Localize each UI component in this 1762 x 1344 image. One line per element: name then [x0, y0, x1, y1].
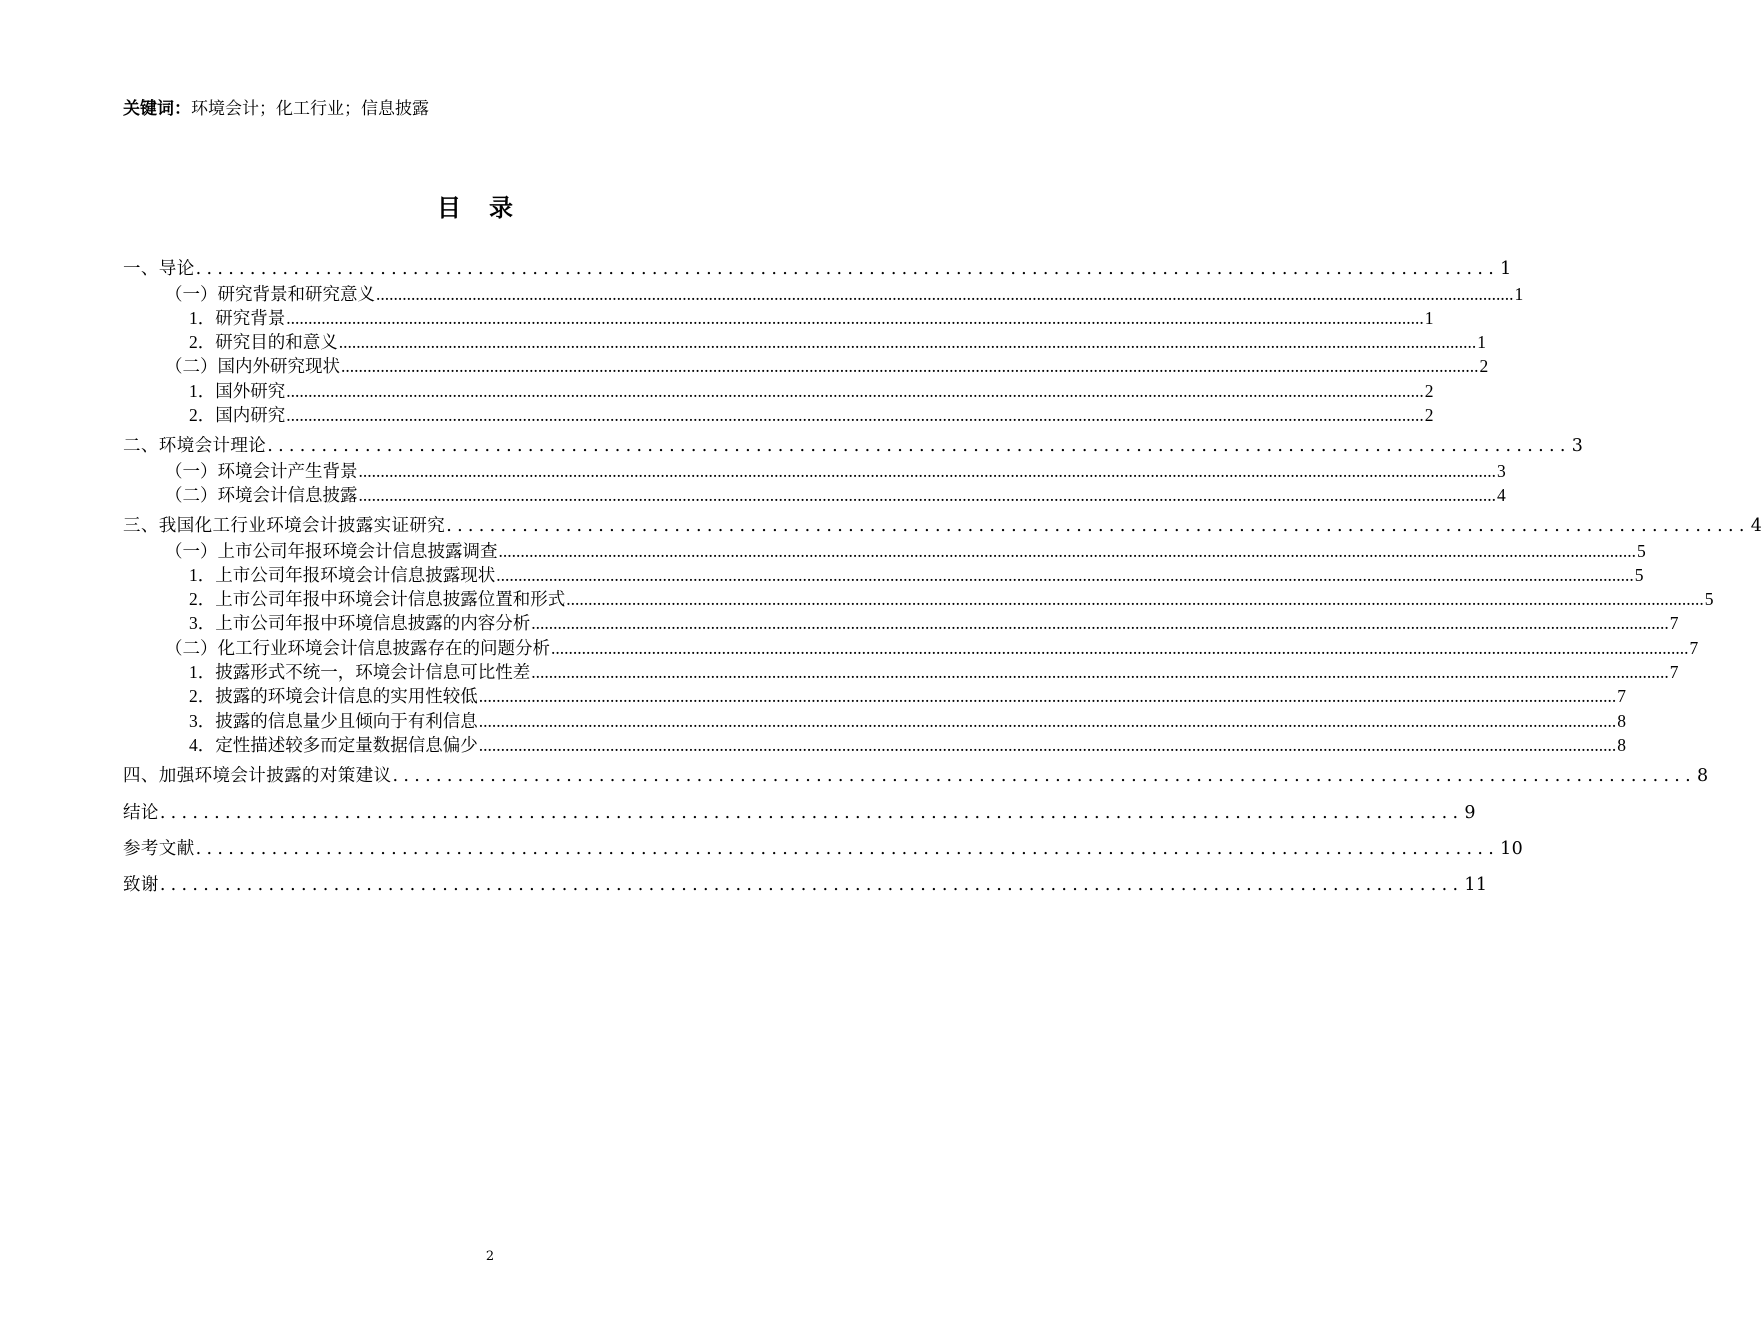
toc-entry[interactable] [123, 610, 1679, 634]
toc-entry[interactable] [123, 305, 1434, 329]
toc-entry-page: 7 [1669, 662, 1679, 683]
toc-entry-label: 一、导论 [123, 259, 195, 280]
toc-entry[interactable] [123, 836, 1524, 860]
toc-entry-label: 致谢 [123, 875, 159, 896]
toc-entry[interactable] [123, 402, 1434, 426]
toc-dot-leader: .................................................................................................................................................................................................................................................................... [478, 686, 1617, 707]
toc-entry-label: 四、加强环境会计披露的对策建议 [123, 766, 392, 787]
toc-entry[interactable] [123, 280, 1524, 304]
toc-entry-page: 5 [1704, 589, 1714, 610]
toc-dot-leader: .................................................................................................................................................................................................................................................................... [286, 380, 1424, 401]
toc-dot-leader: .................................................................................................................................................................................................................................................................... [531, 613, 1669, 634]
toc-entry-label: （一）上市公司年报环境会计信息披露调查 [165, 540, 498, 561]
toc-entry-page: 4 [1750, 516, 1762, 537]
toc-entry-label: 2．国内研究 [189, 405, 286, 426]
toc-entry-page: 1 [1424, 307, 1434, 328]
keywords-line [123, 97, 429, 121]
toc-dot-leader: .................................................................................................................................................................................................................................................................... [338, 332, 1477, 353]
toc-entry[interactable] [123, 457, 1506, 481]
toc-entry[interactable] [123, 433, 1584, 457]
toc-dot-leader: .................................................................................................................................................................................................................................................................... [286, 405, 1424, 426]
toc-entry-label: （二）环境会计信息披露 [165, 484, 358, 505]
toc-dot-leader: .................................................................................................................................................................................................................................................................... [358, 460, 1496, 481]
toc-entry-page: 5 [1637, 540, 1646, 561]
toc-entry-label: 4．定性描述较多而定量数据信息偏少 [189, 734, 478, 755]
toc-entry[interactable] [123, 482, 1506, 506]
toc-entry[interactable] [123, 683, 1626, 707]
toc-entry-page: 7 [1669, 613, 1679, 634]
toc-entry-label: 2．披露的环境会计信息的实用性较低 [189, 686, 478, 707]
toc-entry-page: 9 [1464, 802, 1476, 823]
toc-dot-leader: .................................................................................................................................................................................................................................................................... [531, 662, 1669, 683]
toc-entry-label: 结论 [123, 802, 159, 823]
toc-entry[interactable] [123, 562, 1644, 586]
toc-entry-page: 8 [1617, 710, 1626, 731]
toc-dot-leader: .................................................................................................................................................................................................................................................................... [478, 734, 1617, 755]
toc-entry-page: 2 [1424, 405, 1434, 426]
toc-dot-leader: .................................................................................................................................................................................................................................................................... [341, 356, 1479, 377]
toc-entry-label: （二）化工行业环境会计信息披露存在的问题分析 [165, 637, 550, 658]
toc-entry[interactable] [123, 763, 1709, 787]
toc-entry-label: 3．披露的信息量少且倾向于有利信息 [189, 710, 478, 731]
keywords-text: 环境会计；化工行业；信息披露 [191, 99, 429, 119]
toc-entry-page: 8 [1697, 766, 1709, 787]
page-number: 2 [485, 1249, 495, 1264]
toc-dot-leader: .................................................................................................................................................................................................................................................................... [551, 637, 1689, 658]
toc-entry-page: 2 [1424, 380, 1434, 401]
toc-entry[interactable] [123, 256, 1512, 280]
toc-entry[interactable] [123, 377, 1434, 401]
toc-dot-leader: ........................................................................................................................ [446, 516, 1750, 537]
toc-entry-label: 参考文献 [123, 838, 195, 859]
toc-entry-label: 二、环境会计理论 [123, 436, 267, 457]
toc-entry[interactable] [123, 586, 1714, 610]
toc-entry-page: 11 [1464, 875, 1488, 896]
toc-dot-leader: .................................................................................................................................................................................................................................................................... [478, 710, 1617, 731]
toc-dot-leader: .................................................................................................................................................................................................................................................................... [498, 540, 1636, 561]
toc-entry-page: 4 [1497, 484, 1506, 505]
toc-entry-label: 3．上市公司年报中环境信息披露的内容分析 [189, 613, 531, 634]
toc-entry-page: 10 [1500, 838, 1524, 859]
toc-entry-page: 1 [1514, 283, 1524, 304]
toc-entry[interactable] [123, 537, 1646, 561]
toc-entry-label: （一）环境会计产生背景 [165, 460, 358, 481]
toc-entry-label: 1．国外研究 [189, 380, 286, 401]
toc-dot-leader: .................................................................................................................................................................................................................................................................... [358, 484, 1496, 505]
toc-entry-label: 三、我国化工行业环境会计披露实证研究 [123, 516, 446, 537]
table-of-contents [123, 256, 1762, 896]
toc-dot-leader: ........................................................................................................................ [159, 875, 1464, 896]
toc-entry-page: 3 [1497, 460, 1506, 481]
toc-dot-leader: .................................................................................................................................................................................................................................................................... [376, 283, 1514, 304]
keywords-label: 关键词： [123, 99, 191, 119]
toc-entry-page: 1 [1477, 332, 1486, 353]
toc-entry-page: 7 [1617, 686, 1626, 707]
toc-title: 目录 [437, 193, 541, 222]
toc-entry[interactable] [123, 732, 1626, 756]
toc-entry[interactable] [123, 872, 1488, 896]
toc-dot-leader: ........................................................................................................................ [195, 259, 1500, 280]
toc-entry[interactable] [123, 799, 1476, 823]
toc-entry-page: 8 [1617, 734, 1626, 755]
toc-dot-leader: ........................................................................................................................ [392, 766, 1697, 787]
toc-entry[interactable] [123, 634, 1699, 658]
toc-entry-page: 1 [1500, 259, 1512, 280]
toc-entry-page: 5 [1634, 564, 1644, 585]
toc-dot-leader: .................................................................................................................................................................................................................................................................... [286, 307, 1424, 328]
toc-entry-label: 2．上市公司年报中环境会计信息披露位置和形式 [189, 589, 566, 610]
toc-entry[interactable] [123, 329, 1486, 353]
toc-entry-page: 7 [1689, 637, 1699, 658]
toc-entry-label: 1．披露形式不统一，环境会计信息可比性差 [189, 662, 531, 683]
toc-entry-label: 1．上市公司年报环境会计信息披露现状 [189, 564, 496, 585]
toc-entry[interactable] [123, 659, 1679, 683]
toc-entry-label: （二）国内外研究现状 [165, 356, 340, 377]
toc-dot-leader: .................................................................................................................................................................................................................................................................... [566, 589, 1704, 610]
toc-entry[interactable] [123, 353, 1489, 377]
toc-dot-leader: ........................................................................................................................ [159, 802, 1464, 823]
toc-entry-page: 2 [1479, 356, 1489, 377]
toc-entry[interactable] [123, 707, 1626, 731]
toc-dot-leader: ........................................................................................................................ [195, 838, 1500, 859]
toc-entry-label: 1．研究背景 [189, 307, 286, 328]
toc-entry[interactable] [123, 513, 1762, 537]
toc-dot-leader: .................................................................................................................................................................................................................................................................... [496, 564, 1634, 585]
toc-entry-label: （一）研究背景和研究意义 [165, 283, 375, 304]
toc-dot-leader: ........................................................................................................................ [267, 436, 1571, 457]
toc-entry-label: 2．研究目的和意义 [189, 332, 338, 353]
toc-entry-page: 3 [1571, 436, 1584, 457]
